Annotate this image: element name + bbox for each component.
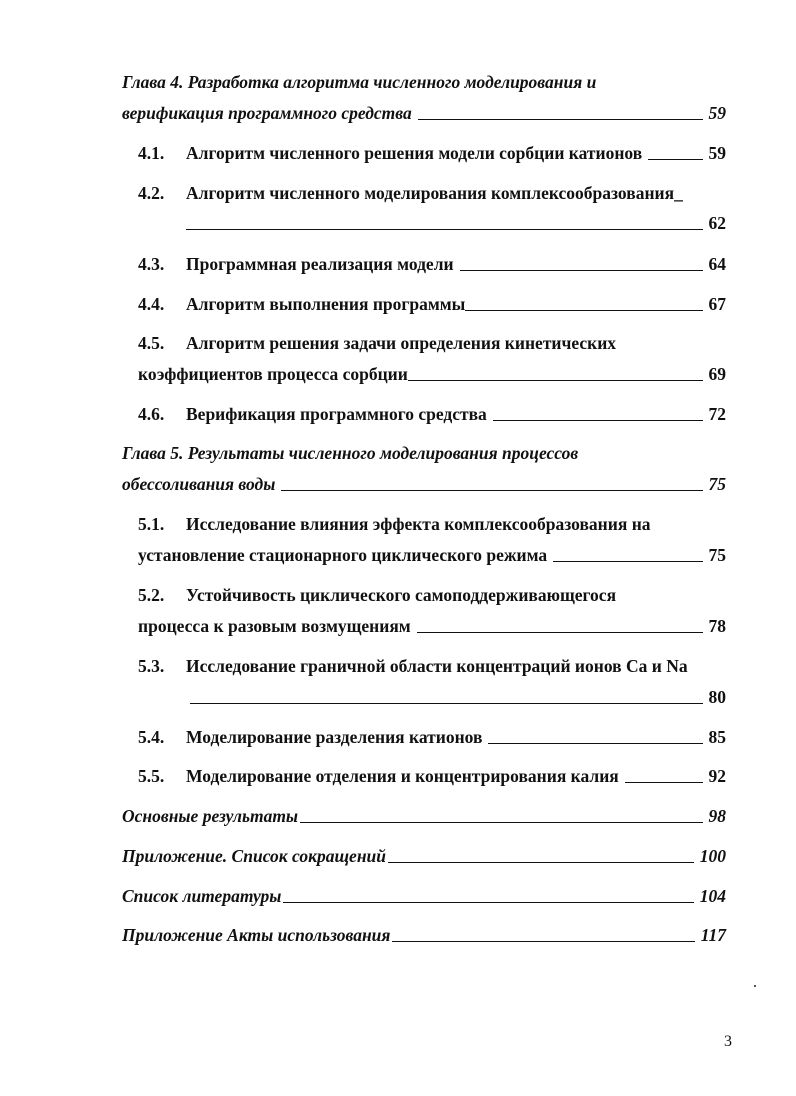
toc-section-number: 4.3. [138, 254, 165, 274]
toc-section-title-continued: установление стационарного циклического режима [138, 545, 548, 565]
toc-appendix-acts [122, 922, 726, 948]
toc-leader [300, 822, 702, 823]
toc-chapter-4-title-line2: верификация программного средства [122, 103, 412, 123]
toc-chapter-4-title-line1: Глава 4. Разработка алгоритма численного моделирования и [122, 72, 597, 92]
toc-leader [460, 270, 703, 271]
toc-section-4-4 [138, 291, 726, 317]
toc-title-tail: _ [674, 183, 683, 203]
toc-section-number: 4.2. [138, 183, 165, 203]
page-number: 3 [724, 1033, 732, 1050]
toc-section-title: Верификация программного средства [186, 404, 487, 424]
toc-section-title-continued: процесса к разовым возмущениям [138, 616, 411, 636]
toc-entry-title: Приложение. Список сокращений [122, 846, 386, 866]
toc-leader [388, 862, 694, 863]
toc-section-title: Моделирование разделения катионов [186, 727, 483, 747]
toc-chapter-4-entry [122, 100, 726, 126]
toc-leader [408, 380, 703, 381]
toc-section-4-5-line1 [138, 330, 616, 356]
toc-page-number: 62 [708, 213, 726, 233]
toc-section-title: Алгоритм численного решения модели сорбции катионов [186, 143, 643, 163]
toc-section-5-3-page-line [186, 684, 726, 710]
toc-chapter-5-title-line1: Глава 5. Результаты численного моделирования процессов [122, 443, 579, 463]
toc-section-number: 4.5. [138, 333, 165, 353]
toc-section-5-2-line2 [138, 613, 726, 639]
toc-page-number: 72 [708, 404, 726, 424]
toc-leader [493, 420, 703, 421]
toc-section-number: 5.3. [138, 656, 165, 676]
toc-leader [283, 902, 693, 903]
toc-page-number: 80 [708, 687, 726, 707]
toc-section-4-2 [138, 180, 683, 206]
toc-section-5-1-line1 [138, 511, 651, 537]
toc-leader [488, 743, 702, 744]
toc-page-number: 59 [708, 143, 726, 163]
toc-section-5-4 [138, 724, 726, 750]
toc-section-number: 4.6. [138, 404, 165, 424]
toc-appendix-abbreviations [122, 843, 726, 869]
toc-page-number: 75 [708, 545, 726, 565]
toc-section-5-2-line1 [138, 582, 616, 608]
toc-section-number: 5.1. [138, 514, 165, 534]
toc-entry-title: Основные результаты [122, 806, 299, 826]
toc-page-number: 75 [708, 474, 726, 494]
toc-section-4-3 [138, 251, 726, 277]
toc-section-4-6 [138, 401, 726, 427]
toc-section-title: Моделирование отделения и концентрирования калия [186, 766, 619, 786]
toc-section-title: Алгоритм выполнения программы [186, 294, 466, 314]
toc-section-title-continued: коэффициентов процесса сорбции [138, 364, 408, 384]
toc-entry-title: Приложение Акты использования [122, 925, 391, 945]
toc-leader [417, 632, 703, 633]
toc-section-5-5 [138, 763, 726, 789]
toc-section-number: 5.4. [138, 727, 165, 747]
toc-entry-title: Список литературы [122, 886, 282, 906]
toc-section-title: Исследование влияния эффекта комплексообразования на [186, 514, 651, 534]
toc-leader [392, 941, 694, 942]
toc-page-number: 100 [699, 846, 726, 866]
toc-leader [465, 310, 702, 311]
toc-page-number: 85 [708, 727, 726, 747]
scan-speck [754, 985, 756, 987]
toc-page-number: 69 [708, 364, 726, 384]
toc-leader [553, 561, 702, 562]
toc-section-4-5-line2 [138, 361, 726, 387]
toc-section-title: Программная реализация модели [186, 254, 454, 274]
toc-page-number: 92 [708, 766, 726, 786]
toc-section-title: Алгоритм численного моделирования комплексообразования [186, 183, 675, 203]
toc-section-number: 4.4. [138, 294, 165, 314]
toc-leader [190, 703, 703, 704]
toc-section-title: Устойчивость циклического самоподдерживающегося [186, 585, 617, 605]
toc-section-4-2-page-line [186, 210, 726, 236]
toc-section-5-1-line2 [138, 542, 726, 568]
toc-leader [648, 159, 702, 160]
toc-page-number: 64 [708, 254, 726, 274]
toc-chapter-5-entry [122, 471, 726, 497]
toc-leader [186, 229, 703, 230]
toc-results [122, 803, 726, 829]
toc-section-title: Алгоритм решения задачи определения кинетических [186, 333, 617, 353]
toc-section-5-3 [138, 653, 688, 679]
toc-page-number: 98 [708, 806, 726, 826]
toc-page-number: 59 [708, 103, 726, 123]
toc-references [122, 883, 726, 909]
toc-section-number: 5.2. [138, 585, 165, 605]
toc-page-number: 117 [700, 925, 726, 945]
toc-chapter-5-title-line2: обессоливания воды [122, 474, 276, 494]
toc-page-number: 67 [708, 294, 726, 314]
toc-page-number: 104 [699, 886, 726, 906]
toc-leader [281, 490, 702, 491]
toc-leader [418, 119, 703, 120]
toc-page-number: 78 [708, 616, 726, 636]
toc-section-4-1 [138, 140, 726, 166]
toc-section-title: Исследование граничной области концентраций ионов Ca и Na [186, 656, 688, 676]
toc-leader [625, 782, 703, 783]
toc-section-number: 4.1. [138, 143, 165, 163]
toc-section-number: 5.5. [138, 766, 165, 786]
